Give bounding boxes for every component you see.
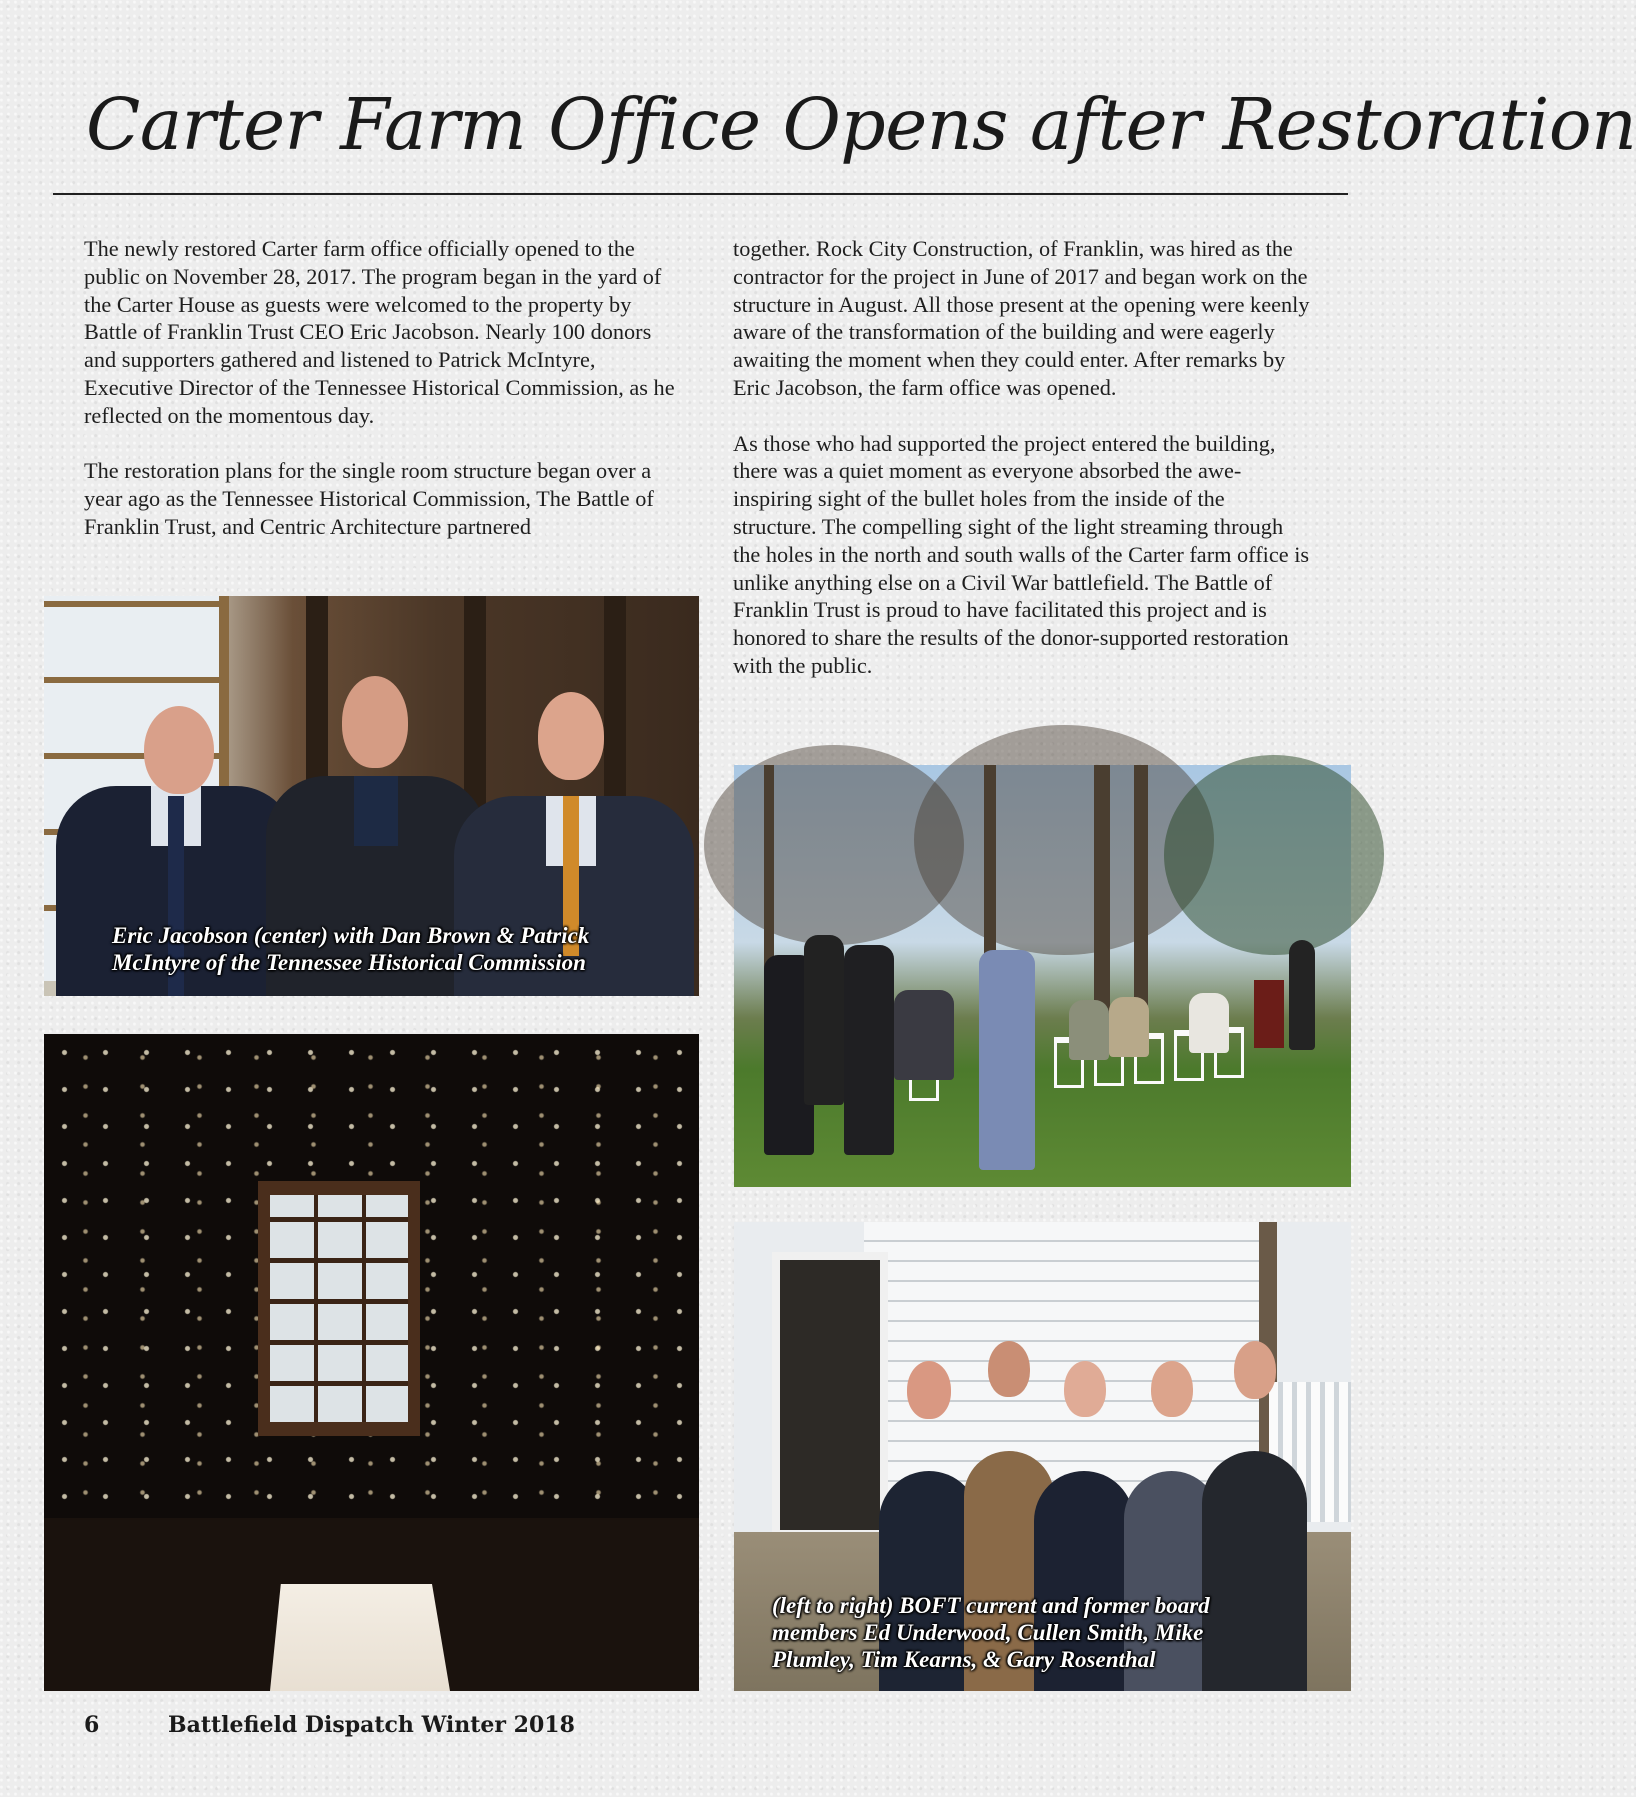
paragraph: The restoration plans for the single room structure began over a year ago as the Tennessee Historical Commission, The Battle of Franklin Trust, and Centric Architecture partnered (84, 458, 654, 539)
person-figure (1109, 997, 1149, 1057)
person-figure (1069, 1000, 1109, 1060)
doorway-illustration (772, 1252, 888, 1538)
paragraph: together. Rock City Construction, of Franklin, was hired as the contractor for the project in June of 2017 and began work on the structure in August. All those present at the opening were keenly aware of the transformation of the building and were eagerly awaiting the moment when they could enter. After remarks by Eric Jacobson, the farm office was opened. (733, 236, 1310, 400)
person-figure (844, 945, 894, 1155)
person-figure (804, 935, 844, 1105)
caption-line: Plumley, Tim Kearns, & Gary Rosenthal (772, 1647, 1156, 1672)
photo-caption (112, 922, 589, 976)
person-figure (1189, 993, 1229, 1053)
window-illustration (258, 1181, 420, 1436)
photo-outdoor-gathering (734, 765, 1351, 1187)
article-column-left (84, 235, 689, 541)
photo-interior-bullet-holes (44, 1034, 699, 1691)
podium-illustration (1254, 980, 1284, 1048)
page-number: 6 (84, 1712, 100, 1738)
publication-name: Battlefield Dispatch Winter 2018 (168, 1712, 575, 1738)
person-figure (979, 950, 1035, 1170)
article-column-right (733, 235, 1313, 680)
caption-line: McIntyre of the Tennessee Historical Commission (112, 950, 586, 975)
caption-line: members Ed Underwood, Cullen Smith, Mike (772, 1620, 1204, 1645)
caption-line: (left to right) BOFT current and former board (772, 1593, 1210, 1618)
page-footer (84, 1712, 575, 1738)
photo-caption (772, 1592, 1210, 1673)
article-title: Carter Farm Office Opens after Restoration (86, 83, 1636, 166)
person-figure (1289, 940, 1315, 1050)
paragraph: The newly restored Carter farm office officially opened to the public on November 28, 2017. The program began in the yard of the Carter House as guests were welcomed to the property by Battle of Franklin Trust CEO Eric Jacobson. Nearly 100 donors and supporters gathered and listened to Patrick McIntyre, Executive Director of the Tennessee Historical Commission, as he reflected on the momentous day. (84, 236, 675, 428)
paragraph: As those who had supported the project entered the building, there was a quiet moment as everyone absorbed the awe-inspiring sight of the bullet holes from the inside of the structure. The compelling sight of the light streaming through the holes in the north and south walls of the Carter farm office is unlike anything else on a Civil War battlefield. The Battle of Franklin Trust is proud to have facilitated this project and is honored to share the results of the donor-supported restoration with the public. (733, 430, 1310, 678)
caption-line: Eric Jacobson (center) with Dan Brown & Patrick (112, 923, 590, 948)
photo-three-men (44, 596, 699, 996)
person-figure (894, 990, 954, 1080)
light-patch-illustration (270, 1584, 450, 1691)
photo-board-members (734, 1222, 1351, 1691)
title-divider (53, 193, 1348, 195)
person-figure (1202, 1341, 1307, 1691)
